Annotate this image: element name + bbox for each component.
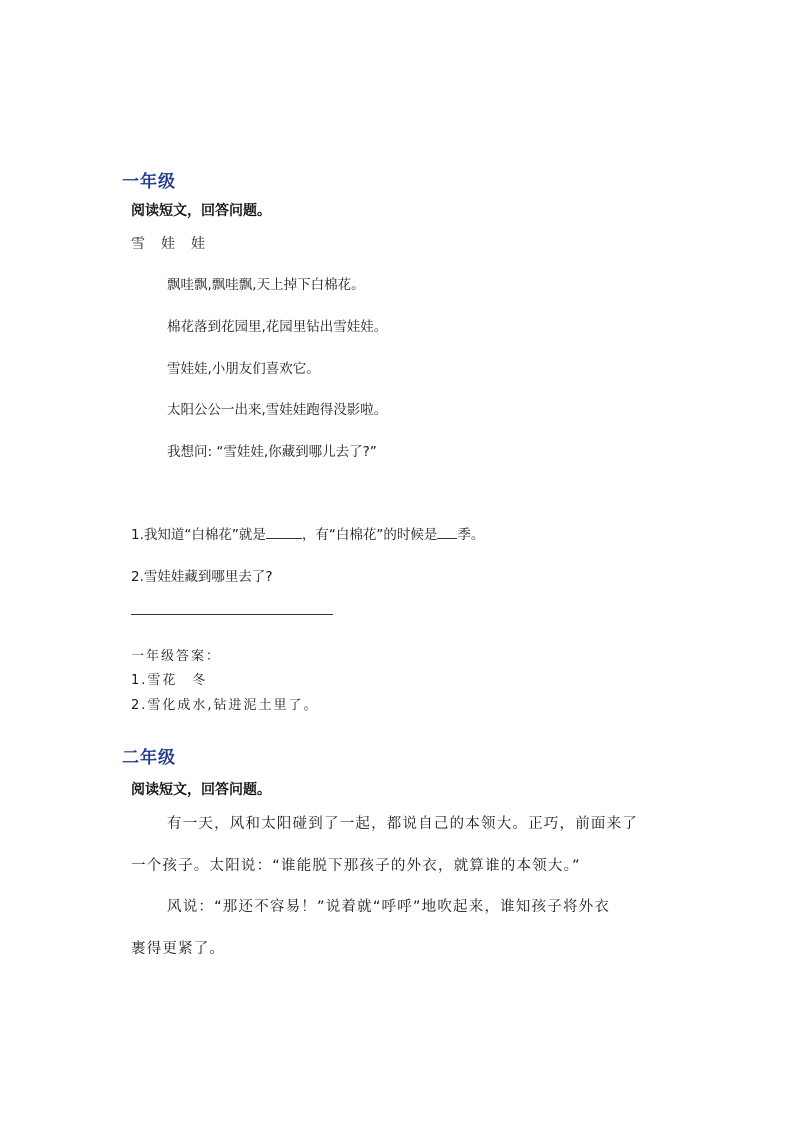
poem-line: 棉花落到花园里,花园里钻出雪娃娃。: [167, 319, 388, 335]
grade1-instruction: 阅读短文，回答问题。: [131, 203, 271, 219]
poem-line: 雪娃娃,小朋友们喜欢它。: [167, 361, 320, 377]
passage-line: 风说：“那还不容易！”说着就“呼呼”地吹起来，谁知孩子将外衣: [167, 899, 611, 915]
answers-title: 一年级答案：: [131, 649, 222, 664]
grade2-instruction: 阅读短文，回答问题。: [131, 782, 271, 798]
poem-line: 太阳公公一出来,雪娃娃跑得没影啦。: [167, 402, 388, 418]
question-1-part2: ，有“白棉花”的时候是: [301, 527, 438, 543]
answer-blank-1[interactable]: [266, 526, 302, 539]
poem-line: 飘哇飘,飘哇飘,天上掉下白棉花。: [167, 277, 365, 293]
answer-2: 2.雪化成水,钻进泥土里了。: [131, 698, 319, 713]
grade1-heading: 一年级: [122, 172, 176, 192]
answer-1: 1.雪花 冬: [131, 673, 208, 688]
question-1-part3: 季。: [457, 527, 485, 543]
passage-line: 裹得更紧了。: [131, 941, 226, 957]
question-2: 2.雪娃娃藏到哪里去了?: [131, 569, 273, 585]
answer-blank-2[interactable]: [437, 526, 457, 539]
question-1: [131, 523, 484, 543]
question-1-part1: 1.我知道“白棉花”就是: [131, 527, 266, 543]
passage-line: 有一天，风和太阳碰到了一起，都说自己的本领大。正巧，前面来了: [167, 816, 638, 832]
poem-title: 雪娃娃: [131, 236, 221, 252]
passage-line: 一个孩子。太阳说：“谁能脱下那孩子的外衣，就算谁的本领大。”: [131, 858, 581, 874]
grade2-heading: 二年级: [122, 748, 176, 768]
poem-line: 我想问: “雪娃娃,你藏到哪儿去了?”: [167, 444, 377, 460]
answer-line[interactable]: [131, 614, 333, 615]
